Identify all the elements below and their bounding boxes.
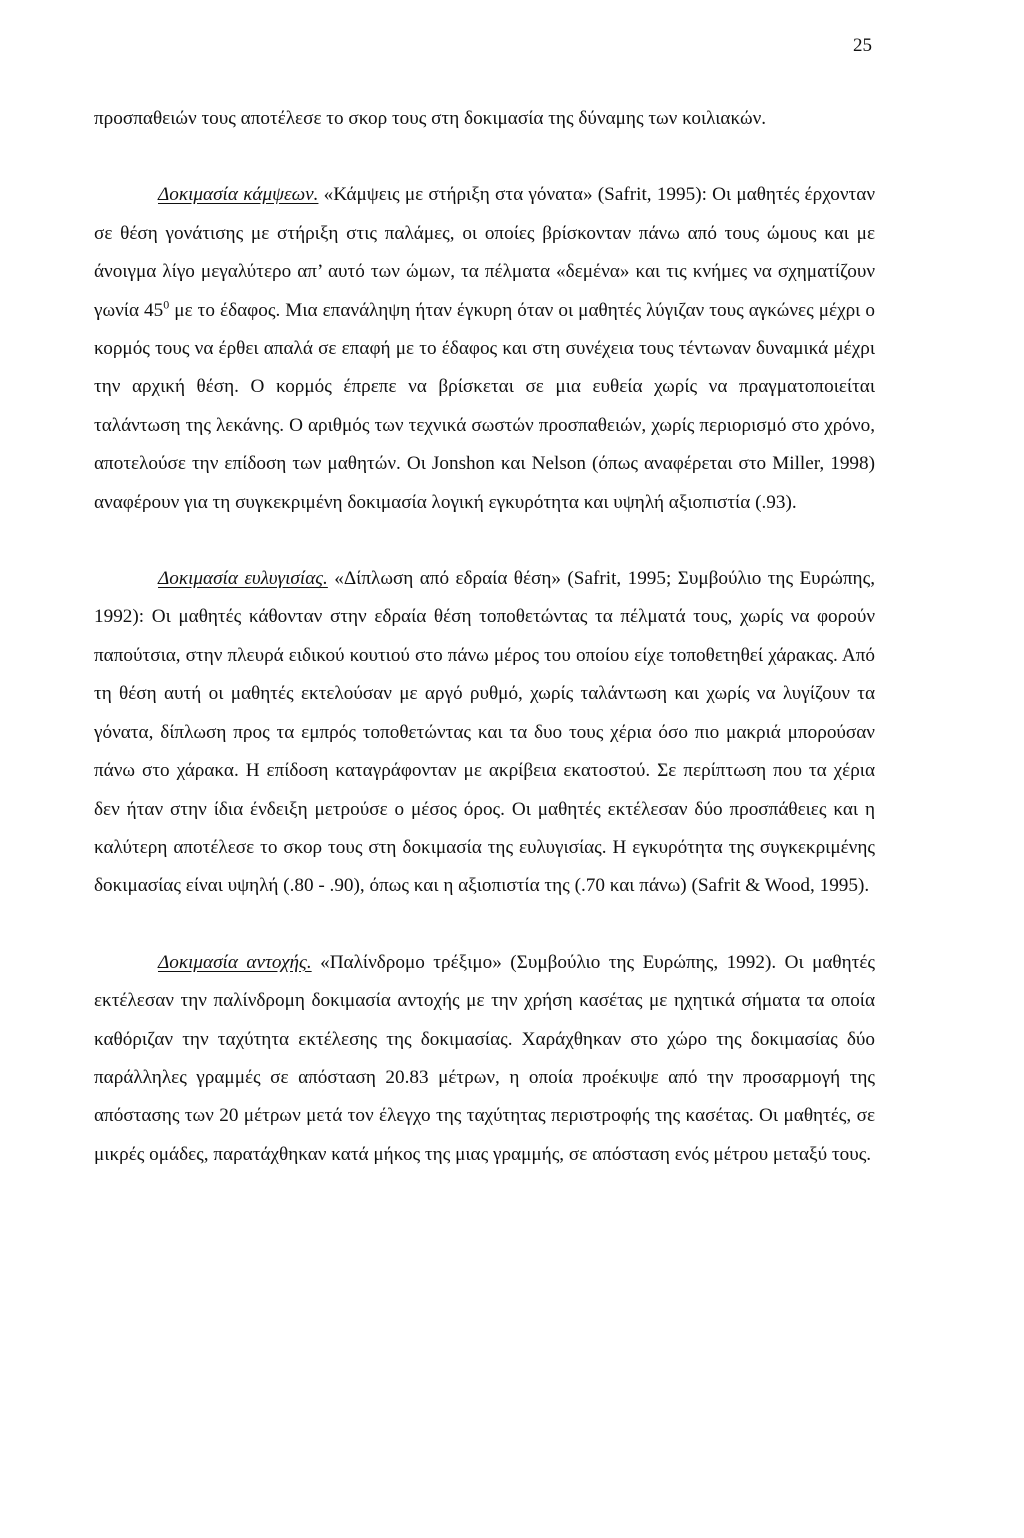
paragraph-endurance-text: «Παλίνδρομο τρέξιμο» (Συμβούλιο της Ευρώπης, 1992). Οι μαθητές εκτέλεσαν την παλίνδρομη δοκιμασία αντοχής με την χρήση κασέτας με ηχητικά σήματα τα οποία καθόριζαν την ταχύτητα εκτέλεσης της δοκιμασίας. Χαράχθηκαν στο χώρο της δοκιμασίας δύο παράλληλες γραμμές σε απόσταση 20.83 μέτρων, η οποία προέκυψε από την προσαρμογή της απόστασης των 20 μέτρων μετά τον έλεγχο της ταχύτητας περιστροφής της κασέτας. Οι μαθητές, σε μικρές ομάδες, παρατάχθηκαν κατά μήκος της μιας γραμμής, σε απόσταση ενός μέτρου μεταξύ τους.: [94, 951, 875, 1165]
section-heading-endurance: Δοκιμασία αντοχής.: [158, 951, 312, 973]
section-heading-flexibility: Δοκιμασία ευλυγισίας.: [158, 568, 328, 590]
paragraph-pushups-text: «Κάμψεις με στήριξη στα γόνατα» (Safrit, 1995): Οι μαθητές έρχονταν σε θέση γονάτισης με στήριξη στις παλάμες, οι οποίες βρίσκονταν πάνω από τους ώμους και με άνοιγμα λίγο μεγαλύτερο απ’ αυτό των ώμων, τα πέλματα «δεμένα» και τις κνήμες να σχηματίζουν γωνία 45: [94, 184, 875, 321]
paragraph-pushups-text-cont: με το έδαφος. Μια επανάληψη ήταν έγκυρη όταν οι μαθητές λύγιζαν τους αγκώνες μέχρι ο κορμός τους να έρθει απαλά σε επαφή με το έδαφος και στη συνέχεια τους τέντωναν δυναμικά μέχρι την αρχική θέση. Ο κορμός έπρεπε να βρίσκεται σε μια ευθεία χωρίς να πραγματοποιείται ταλάντωση της λεκάνης. Ο αριθμός των τεχνικά σωστών προσπαθειών, χωρίς περιορισμό στο χρόνο, αποτελούσε την επίδοση των μαθητών. Οι Jonshon και Nelson (όπως αναφέρεται στο Miller, 1998) αναφέρουν για τη συγκεκριμένη δοκιμασία λογική εγκυρότητα και υψηλή αξιοπιστία (.93).: [94, 299, 875, 513]
paragraph-endurance: [94, 944, 875, 1174]
paragraph-flexibility-text: «Δίπλωση από εδραία θέση» (Safrit, 1995; Συμβούλιο της Ευρώπης, 1992): Οι μαθητές κάθονταν στην εδραία θέση τοποθετώντας τα πέλματά τους, χωρίς να φορούν παπούτσια, στην πλευρά ειδικού κουτιού στο πάνω μέρος του οποίου είχε τοποθετηθεί χάρακας. Από τη θέση αυτή οι μαθητές εκτελούσαν με αργό ρυθμό, χωρίς ταλάντωση και χωρίς να λυγίζουν τα γόνατα, δίπλωση προς τα εμπρός τοποθετώντας και τα δυο τους χέρια όσο πιο μακριά μπορούσαν πάνω στο χάρακα. Η επίδοση καταγράφονταν με ακρίβεια εκατοστού. Σε περίπτωση που τα χέρια δεν ήταν στην ίδια ένδειξη μετρούσε ο μέσος όρος. Οι μαθητές εκτέλεσαν δύο προσπάθειες και η καλύτερη αποτέλεσε το σκορ τους στη δοκιμασία της ευλυγισίας. Η εγκυρότητα της συγκεκριμένης δοκιμασίας είναι υψηλή (.80 - .90), όπως και η αξιοπιστία της (.70 και πάνω) (Safrit & Wood, 1995).: [94, 568, 875, 897]
paragraph-gap: [94, 138, 875, 176]
document-body: [94, 100, 875, 1174]
paragraph-gap: [94, 906, 875, 944]
page-number: 25: [853, 35, 872, 56]
paragraph-pushups: [94, 176, 875, 522]
paragraph-flexibility: [94, 560, 875, 906]
paragraph-abdominal-continuation: προσπαθειών τους αποτέλεσε το σκορ τους στη δοκιμασία της δύναμης των κοιλιακών.: [94, 108, 767, 129]
paragraph-gap: [94, 522, 875, 560]
degree-superscript: 0: [163, 297, 170, 312]
section-heading-pushups: Δοκιμασία κάμψεων.: [158, 184, 319, 206]
